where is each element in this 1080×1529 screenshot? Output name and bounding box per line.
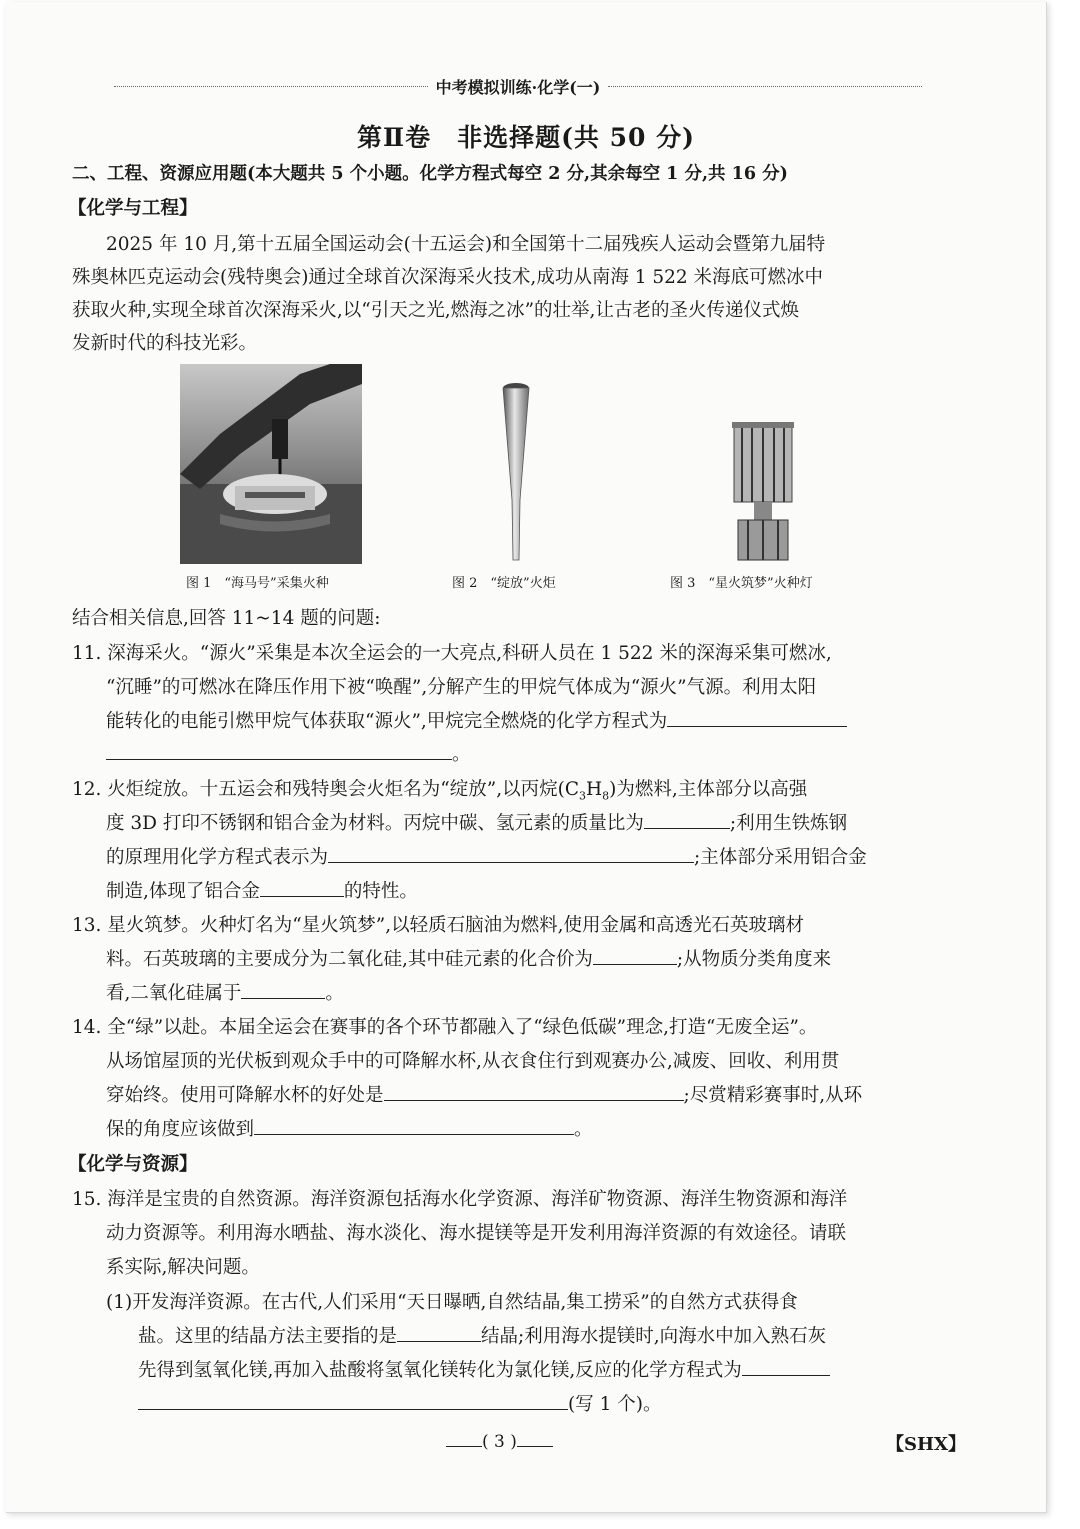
figure-2-torch bbox=[486, 380, 546, 564]
intro-line-2: 殊奥林匹克运动会(残特奥会)通过全球首次深海采火技术,成功从南海 1 522 米海底可燃冰中 bbox=[72, 267, 824, 288]
q13-blank-1[interactable] bbox=[593, 946, 677, 965]
q13-line-2a: 料。石英玻璃的主要成分为二氧化硅,其中硅元素的化合价为 bbox=[106, 949, 593, 970]
header-text: 中考模拟训练·化学(一) bbox=[435, 77, 601, 97]
q15-sub1-line-2 bbox=[138, 1322, 826, 1348]
q12-line-2b: ;利用生铁炼钢 bbox=[729, 813, 848, 834]
lead-text: 结合相关信息,回答 11~14 题的问题: bbox=[72, 608, 381, 629]
intro-line-4: 发新时代的科技光彩。 bbox=[72, 333, 258, 354]
page-number: ( 3 ) bbox=[446, 1432, 553, 1452]
q15-line-3: 系实际,解决问题。 bbox=[106, 1257, 260, 1278]
q14-blank-1[interactable] bbox=[384, 1082, 684, 1101]
q11-line-3-text: 能转化的电能引燃甲烷气体获取“源火”,甲烷完全燃烧的化学方程式为 bbox=[106, 711, 668, 732]
q12-sub-c: 3 bbox=[578, 789, 586, 803]
figure-3-lamp bbox=[732, 420, 794, 566]
exam-page bbox=[6, 2, 1047, 1513]
q13-line-2b: ;从物质分类角度来 bbox=[676, 949, 832, 970]
q12-line-4b: 的特性。 bbox=[343, 881, 418, 902]
q13-line-3a: 看,二氧化硅属于 bbox=[106, 983, 242, 1004]
q12-line-1a: 12. 火炬绽放。十五运会和残特奥会火炬名为“绽放”,以丙烷(C bbox=[72, 779, 579, 800]
page-number-value: 3 bbox=[494, 1432, 505, 1452]
q11-blank-2[interactable] bbox=[106, 741, 452, 760]
running-header bbox=[114, 76, 922, 96]
header-rule-right bbox=[608, 86, 922, 87]
q15-sub1-line-2a: 盐。这里的结晶方法主要指的是 bbox=[138, 1326, 398, 1347]
q14-line-4b: 。 bbox=[574, 1119, 593, 1140]
q13-blank-2[interactable] bbox=[241, 980, 325, 999]
q14-line-4a: 保的角度应该做到 bbox=[106, 1119, 255, 1140]
page-number-rule-right bbox=[517, 1446, 553, 1447]
q15-sub1-line-2b: 结晶;利用海水提镁时,向海水中加入熟石灰 bbox=[481, 1326, 827, 1347]
q15-sub1-line-4-text: (写 1 个)。 bbox=[568, 1394, 662, 1415]
q14-line-4 bbox=[106, 1115, 593, 1141]
q12-blank-3[interactable] bbox=[260, 878, 344, 897]
q12-h: H bbox=[585, 779, 603, 800]
q12-line-2a: 度 3D 打印不锈钢和铝合金为材料。丙烷中碳、氢元素的质量比为 bbox=[106, 813, 644, 834]
q12-line-4a: 制造,体现了铝合金 bbox=[106, 881, 260, 902]
page-number-rule-left bbox=[446, 1446, 482, 1447]
q11-blank-1[interactable] bbox=[667, 708, 847, 727]
topic-engineering: 【化学与工程】 bbox=[68, 198, 198, 219]
topic-resources: 【化学与资源】 bbox=[68, 1154, 198, 1175]
q12-line-3b: ;主体部分采用铝合金 bbox=[694, 847, 867, 868]
figure-3-caption: 图 3 “星火筑梦”火种灯 bbox=[670, 576, 813, 591]
q15-blank-3[interactable] bbox=[138, 1391, 568, 1410]
intro-line-1: 2025 年 10 月,第十五届全国运动会(十五运会)和全国第十二届残疾人运动会暨第九届特 bbox=[106, 234, 826, 255]
header-rule-left bbox=[114, 86, 428, 87]
q15-blank-1[interactable] bbox=[397, 1323, 481, 1342]
q14-line-3b: ;尽赏精彩赛事时,从环 bbox=[683, 1085, 863, 1106]
q15-sub1-line-3 bbox=[138, 1356, 830, 1382]
q11-line-3 bbox=[106, 707, 847, 733]
q13-line-1: 13. 星火筑梦。火种灯名为“星火筑梦”,以轻质石脑油为燃料,使用金属和高透光石英玻璃材 bbox=[72, 915, 804, 936]
q12-sub-h: 8 bbox=[602, 789, 610, 803]
figure-2-caption: 图 2 “绽放”火炬 bbox=[452, 576, 556, 591]
q14-line-3 bbox=[106, 1081, 862, 1107]
intro-line-3: 获取火种,实现全球首次深海采火,以“引天之光,燃海之冰”的壮举,让古老的圣火传递仪式焕 bbox=[72, 300, 799, 321]
q14-blank-2[interactable] bbox=[254, 1116, 574, 1135]
q15-line-2: 动力资源等。利用海水晒盐、海水淡化、海水提镁等是开发利用海洋资源的有效途径。请联 bbox=[106, 1223, 847, 1244]
q15-blank-2[interactable] bbox=[742, 1357, 830, 1376]
q11-line-1: 11. 深海采火。“源火”采集是本次全运会的一大亮点,科研人员在 1 522 米的深海采集可燃冰, bbox=[72, 643, 832, 664]
figure-1-caption: 图 1 “海马号”采集火种 bbox=[186, 576, 329, 591]
q12-blank-1[interactable] bbox=[644, 810, 730, 829]
q13-line-2 bbox=[106, 945, 831, 971]
q12-line-1 bbox=[72, 775, 807, 803]
q12-blank-2[interactable] bbox=[328, 844, 694, 863]
q15-sub1-line-4 bbox=[138, 1390, 661, 1416]
q11-line-2: “沉睡”的可燃冰在降压作用下被“唤醒”,分解产生的甲烷气体成为“源火”气源。利用太阳 bbox=[106, 677, 817, 698]
part-title: 二、工程、资源应用题(本大题共 5 个小题。化学方程式每空 2 分,其余每空 1 分,共 16 分) bbox=[72, 164, 788, 184]
q11-end: 。 bbox=[452, 744, 471, 765]
q12-line-3a: 的原理用化学方程式表示为 bbox=[106, 847, 329, 868]
q14-line-1: 14. 全“绿”以赴。本届全运会在赛事的各个环节都融入了“绿色低碳”理念,打造“无废全运”。 bbox=[72, 1017, 818, 1038]
q15-sub1-line-3-text: 先得到氢氧化镁,再加入盐酸将氢氧化镁转化为氯化镁,反应的化学方程式为 bbox=[138, 1360, 742, 1381]
q12-line-3 bbox=[106, 843, 867, 869]
q13-line-3b: 。 bbox=[325, 983, 344, 1004]
paper-code: 【SHX】 bbox=[886, 1434, 966, 1455]
section-title: 第Ⅱ卷 非选择题(共 50 分) bbox=[357, 123, 695, 152]
q14-line-2: 从场馆屋顶的光伏板到观众手中的可降解水杯,从衣食住行到观赛办公,减废、回收、利用贯 bbox=[106, 1051, 840, 1072]
q14-line-3a: 穿始终。使用可降解水杯的好处是 bbox=[106, 1085, 384, 1106]
q12-line-1b: )为燃料,主体部分以高强 bbox=[609, 779, 808, 800]
q15-sub1-line-1: (1)开发海洋资源。在古代,人们采用“天日曝晒,自然结晶,集工捞采”的自然方式获得食 bbox=[106, 1292, 798, 1313]
q11-line-4 bbox=[106, 740, 471, 766]
q15-line-1: 15. 海洋是宝贵的自然资源。海洋资源包括海水化学资源、海洋矿物资源、海洋生物资源和海洋 bbox=[72, 1189, 848, 1210]
q12-line-4 bbox=[106, 877, 418, 903]
figure-1-photo bbox=[180, 364, 362, 564]
q13-line-3 bbox=[106, 979, 344, 1005]
q12-line-2 bbox=[106, 809, 847, 835]
